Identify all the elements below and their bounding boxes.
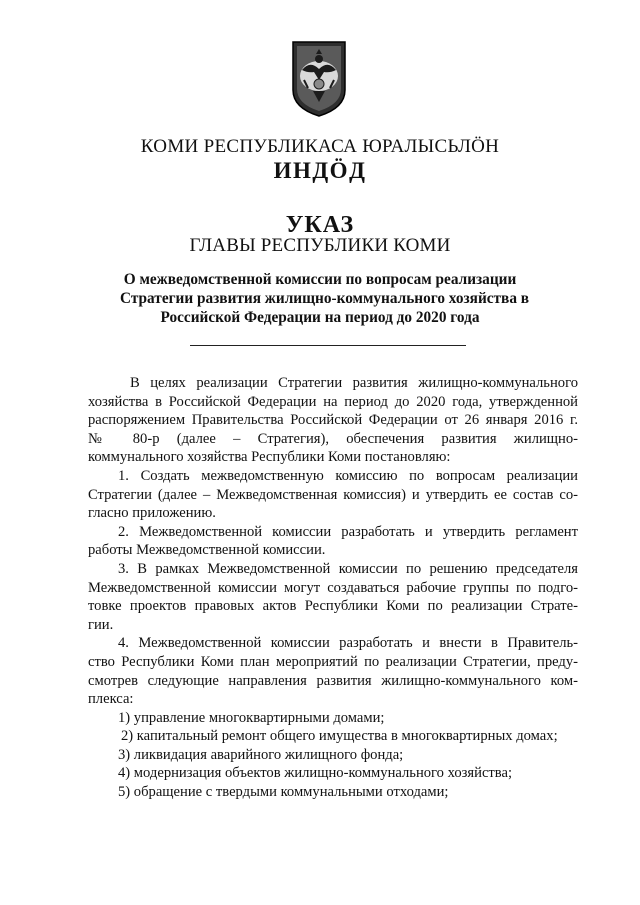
body-line: 2. Межведомственной комиссии разработать и утвердить регламент — [118, 523, 578, 540]
body-line: ство Республики Коми план мероприятий по реализации Стратегии, преду- — [88, 653, 578, 670]
body-line: № 80-р (далее – Стратегия), обеспечения развития жилищно- — [88, 430, 578, 447]
body-line: гласно приложению. — [88, 505, 216, 522]
body-line: распоряжением Правительства Российской Федерации от 26 января 2016 г. — [88, 412, 578, 429]
body-line: 1. Создать межведомственную комиссию по вопросам реализации — [118, 467, 578, 484]
list-item: 1) управление многоквартирными домами; — [118, 709, 385, 726]
decree-body — [88, 374, 578, 802]
decree-issuer: ГЛАВЫ РЕСПУБЛИКИ КОМИ — [189, 235, 451, 256]
decree-subject-title — [120, 270, 530, 327]
body-line: 4. Межведомственной комиссии разработать и внести в Правитель- — [118, 635, 578, 652]
body-line: товке проектов правовых актов Республики Коми по реализации Страте- — [88, 598, 578, 615]
body-line: Стратегии (далее – Межведомственная комиссия) и утвердить ее состав со- — [88, 486, 578, 503]
body-line: В целях реализации Стратегии развития жилищно-коммунального — [130, 375, 578, 391]
body-line: хозяйства в Российской Федерации на период до 2020 года, утвержденной — [88, 393, 578, 410]
list-item: 4) модернизация объектов жилищно-коммунального хозяйства; — [118, 765, 513, 782]
body-line: коммунального хозяйства Республики Коми постановляю: — [88, 449, 451, 466]
decree-word-komi: ИНДÖД — [273, 158, 367, 183]
title-underline — [190, 345, 466, 346]
body-line: смотрев следующие направления развития жилищно-коммунального ком- — [88, 672, 578, 689]
title-line: Российской Федерации на период до 2020 года — [160, 309, 480, 326]
body-line: Межведомственной комиссии могут создаваться рабочие группы по подго- — [88, 579, 578, 596]
body-line: гии. — [88, 616, 114, 633]
list-item: 2) капитальный ремонт общего имущества в многоквартирных домах; — [121, 728, 558, 745]
title-line: Стратегии развития жилищно-коммунального хозяйства в — [120, 290, 530, 307]
body-line: 3. В рамках Межведомственной комиссии по решению председателя — [118, 560, 578, 577]
decree-title: УКАЗ — [285, 212, 355, 238]
list-item: 5) обращение с твердыми коммунальными отходами; — [118, 784, 449, 801]
list-item: 3) ликвидация аварийного жилищного фонда; — [118, 746, 404, 763]
body-line: работы Межведомственной комиссии. — [88, 542, 326, 559]
title-line: О межведомственной комиссии по вопросам реализации — [123, 271, 517, 288]
body-line: плекса: — [88, 691, 134, 708]
republic-name-komi: КОМИ РЕСПУБЛИКАСА ЮРАЛЫСЬЛÖН — [140, 136, 500, 157]
komi-coat-of-arms-emblem — [290, 40, 348, 118]
